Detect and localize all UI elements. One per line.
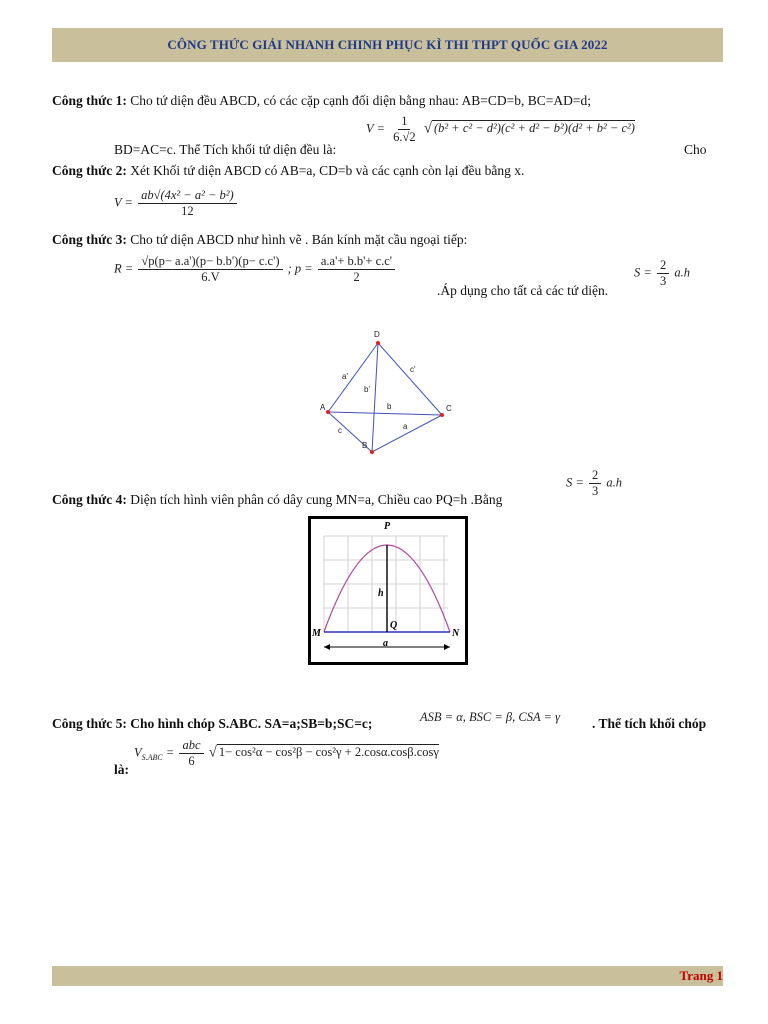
formula-5-lhs: V — [134, 745, 142, 760]
label-n: N — [452, 628, 460, 639]
formula-3-lhs: R = — [114, 261, 134, 276]
page-number: Trang 1 — [679, 968, 723, 983]
formula-4-s-num: 2 — [589, 468, 601, 484]
edge-ac — [328, 412, 442, 415]
formula-4-s-rhs: a.h — [606, 475, 622, 490]
formula-2-label: Công thức 2: — [52, 163, 127, 178]
formula-5-la: là: — [114, 762, 129, 777]
formula-3-den: 6.V — [201, 270, 220, 284]
formula-1-label: Công thức 1: — [52, 93, 127, 108]
formula-1-equation: V = $\frac{1}{6.√2}$ √ (b² + c² − d²)(c² + d² − b²)(d² + b² − c²) — [366, 114, 635, 144]
formula-1-radicand: (b² + c² − d²)(c² + d² − b²)(d² + b² − c²) — [433, 121, 635, 136]
formula-2-text: Xét Khối tứ diện ABCD có AB=a, CD=b và các cạnh còn lại đều bằng x. — [130, 163, 525, 178]
formula-5-fraction — [179, 738, 203, 769]
formula-5-text: Cho hình chóp S.ABC. SA=a;SB=b;SC=c; — [130, 716, 373, 731]
formula-3-line — [52, 232, 467, 248]
formula-3-after: .Áp dụng cho tất cả các tứ diện. — [437, 283, 609, 298]
formula-3-p-den: 2 — [353, 270, 360, 284]
label-b-edge: b — [387, 402, 392, 411]
vertex-d — [376, 341, 380, 345]
formula-2-num: ab√(4x² − a² − b²) — [138, 188, 237, 204]
label-c: C — [446, 404, 452, 413]
formula-1-line — [52, 93, 591, 109]
formula-1-fraction — [390, 114, 419, 145]
formula-2-fraction — [138, 188, 237, 219]
tetrahedron-figure — [300, 325, 480, 460]
formula-2-equation — [114, 188, 239, 219]
formula-3-s-lhs: S = — [634, 265, 652, 280]
label-c-prime: c' — [410, 365, 416, 374]
header-bar — [52, 28, 723, 62]
document-title: CÔNG THỨC GIẢI NHANH CHINH PHỤC KÌ THI THPT QUỐC GIA 2022 — [167, 37, 608, 52]
formula-5-line — [52, 716, 372, 732]
formula-3-num: √p(p− a.a')(p− b.b')(p− c.c') — [138, 254, 282, 270]
formula-3-text: Cho tứ diện ABCD như hình vẽ . Bán kính mặt cầu ngoại tiếp: — [130, 232, 468, 247]
formula-1-trail: Cho — [684, 142, 707, 157]
formula-1-text-b: BD=AC=c. Thể Tích khối tứ diện đều là: — [114, 142, 337, 157]
formula-4-label: Công thức 4: — [52, 492, 127, 507]
formula-2-line — [52, 163, 524, 179]
footer-bar — [52, 966, 723, 986]
formula-5-equation: $V_{S.ABC}$ = $\frac{\text{abc}}{6}$ √ 1− cos²α − cos²β − cos²γ + 2.cosα.cosβ.cosγ — [134, 738, 439, 768]
label-c-edge: c — [338, 426, 342, 435]
formula-3-s-num: 2 — [657, 258, 669, 274]
formula-3-p-lhs: ; p = — [287, 261, 313, 276]
label-a-edge: a — [403, 422, 408, 431]
vertex-a — [326, 410, 330, 414]
label-m: M — [312, 628, 321, 639]
formula-4-s-lhs: S = — [566, 475, 584, 490]
formula-1-text: Cho tứ diện đều ABCD, có các cặp cạnh đối diện bằng nhau: AB=CD=b, BC=AD=d; — [130, 93, 591, 108]
formula-1-lhs: V = — [366, 121, 385, 136]
label-a: a — [383, 638, 388, 649]
formula-4-area — [566, 468, 622, 499]
figure-frame — [310, 518, 467, 664]
formula-4-line — [52, 492, 502, 508]
label-d: D — [374, 330, 380, 339]
formula-5-den: 6 — [188, 754, 195, 768]
vertex-c — [440, 413, 444, 417]
formula-3-area — [634, 258, 690, 289]
label-p: P — [384, 521, 391, 532]
formula-3-label: Công thức 3: — [52, 232, 127, 247]
label-a-prime: a' — [342, 372, 348, 381]
formula-5-radicand: 1− cos²α − cos²β − cos²γ + 2.cosα.cosβ.cosγ — [218, 745, 439, 760]
edge-bc — [372, 415, 442, 452]
label-a: A — [320, 403, 326, 412]
formula-3-equation — [114, 254, 397, 285]
formula-5-lhs-sub: S.ABC — [141, 752, 163, 762]
formula-5-label: Công thức 5: — [52, 716, 127, 731]
formula-4-text: Diện tích hình viên phân có dây cung MN=a, Chiều cao PQ=h .Bằng — [130, 492, 503, 507]
formula-1-num: 1 — [398, 114, 410, 130]
formula-3-fraction-p — [318, 254, 395, 285]
formula-5-after: . Thể tích khối chóp — [592, 716, 707, 731]
label-b: B — [362, 441, 368, 450]
formula-4-s-fraction — [589, 468, 601, 499]
label-b-prime: b' — [364, 385, 370, 394]
formula-3-s-den: 3 — [659, 274, 667, 288]
formula-5-num: abc — [179, 738, 203, 754]
formula-2-lhs: V = — [114, 195, 133, 210]
edge-da — [328, 343, 378, 412]
vertex-b — [370, 450, 374, 454]
parabola-figure — [308, 516, 468, 665]
label-q: Q — [390, 620, 398, 631]
formula-2-den: 12 — [181, 204, 194, 218]
label-h: h — [378, 588, 384, 599]
formula-3-fraction-r — [138, 254, 282, 285]
formula-5-angles: ASB = α, BSC = β, CSA = γ — [420, 710, 561, 724]
edge-db — [372, 343, 378, 452]
formula-1-den: 6.√2 — [393, 130, 416, 144]
formula-4-s-den: 3 — [591, 484, 599, 498]
formula-3-s-rhs: a.h — [674, 265, 690, 280]
formula-3-s-fraction — [657, 258, 669, 289]
formula-3-p-num: a.a'+ b.b'+ c.c' — [318, 254, 395, 270]
